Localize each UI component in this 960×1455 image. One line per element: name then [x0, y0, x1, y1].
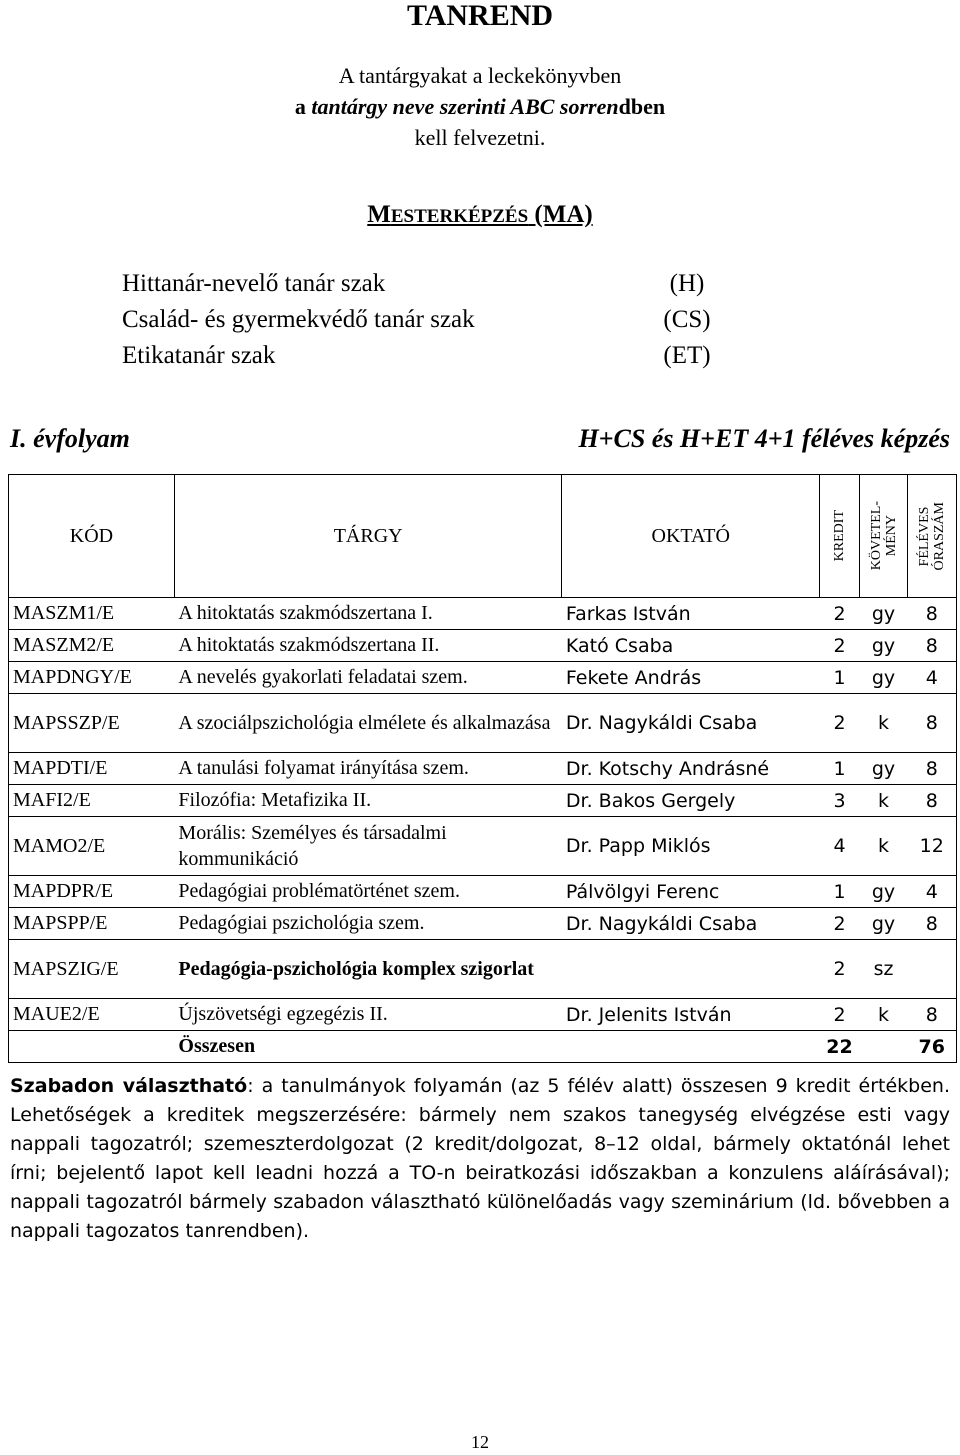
- course-teacher: Kató Csaba: [562, 630, 820, 662]
- total-empty-req: [860, 1031, 908, 1063]
- intro-line-2-a: a: [294, 94, 312, 119]
- program-code: (CS): [663, 306, 711, 333]
- table-total-row: [9, 1031, 957, 1063]
- program-name: Hittanár-nevelő tanár szak: [122, 270, 386, 297]
- table-row: [9, 785, 957, 817]
- course-teacher: Dr. Papp Miklós: [562, 817, 820, 876]
- course-credit: 2: [820, 999, 860, 1031]
- header-req-cell: [860, 475, 908, 598]
- course-credit: 2: [820, 940, 860, 999]
- course-credit: 1: [820, 753, 860, 785]
- course-requirement: k: [860, 785, 908, 817]
- course-teacher: Dr. Nagykáldi Csaba: [562, 694, 820, 753]
- training-label: H+CS és H+ET 4+1 féléves képzés: [578, 424, 950, 453]
- course-code: MAUE2/E: [9, 999, 175, 1031]
- course-subject: A szociálpszichológia elmélete és alkalmazása: [174, 694, 561, 753]
- course-subject: Filozófia: Metafizika II.: [174, 785, 561, 817]
- course-subject: A nevelés gyakorlati feladatai szem.: [174, 662, 561, 694]
- course-code: MAFI2/E: [9, 785, 175, 817]
- course-requirement: sz: [860, 940, 908, 999]
- program-name: Etikatanár szak: [122, 342, 276, 369]
- course-credit: 1: [820, 876, 860, 908]
- course-credit: 3: [820, 785, 860, 817]
- intro-line-1: A tantárgyakat a leckekönyvben: [338, 63, 622, 88]
- course-code: MAPDNGY/E: [9, 662, 175, 694]
- program-row: [122, 302, 742, 338]
- course-subject: A hitoktatás szakmódszertana I.: [174, 598, 561, 630]
- total-empty-teacher: [562, 1031, 820, 1063]
- section-heading: [0, 201, 960, 229]
- course-hours: [907, 940, 956, 999]
- course-table: [8, 474, 957, 1063]
- header-credit-cell: [820, 475, 860, 598]
- header-requirement: KÖVETEL- MÉNY: [868, 501, 899, 571]
- program-name: Család- és gyermekvédő tanár szak: [122, 306, 475, 333]
- course-credit: 1: [820, 662, 860, 694]
- course-hours: 8: [907, 630, 956, 662]
- course-credit: 4: [820, 817, 860, 876]
- course-requirement: gy: [860, 598, 908, 630]
- total-empty-code: [9, 1031, 175, 1063]
- course-credit: 2: [820, 598, 860, 630]
- table-row: [9, 908, 957, 940]
- table-row: [9, 999, 957, 1031]
- course-teacher: Dr. Bakos Gergely: [562, 785, 820, 817]
- page-title: TANREND: [406, 0, 554, 32]
- course-teacher: Dr. Kotschy Andrásné: [562, 753, 820, 785]
- course-requirement: gy: [860, 908, 908, 940]
- course-requirement: gy: [860, 753, 908, 785]
- course-hours: 8: [907, 908, 956, 940]
- program-code: (ET): [663, 342, 711, 369]
- course-subject: A tanulási folyamat irányítása szem.: [174, 753, 561, 785]
- course-code: MAPDPR/E: [9, 876, 175, 908]
- course-subject: Morális: Személyes és társadalmi kommunikáció: [174, 817, 561, 876]
- course-hours: 8: [907, 753, 956, 785]
- course-teacher: [562, 940, 820, 999]
- table-row: [9, 817, 957, 876]
- total-hours: 76: [907, 1031, 956, 1063]
- header-credit: KREDIT: [832, 510, 848, 562]
- page-number: 12: [471, 1432, 489, 1452]
- program-code: (H): [669, 270, 705, 297]
- course-requirement: k: [860, 694, 908, 753]
- course-hours: 8: [907, 694, 956, 753]
- header-teacher: OKTATÓ: [562, 475, 820, 598]
- course-hours: 8: [907, 999, 956, 1031]
- section-suffix: (MA): [528, 201, 593, 228]
- header-hours: FÉLÉVES ÓRASZÁM: [916, 501, 947, 571]
- program-row: [122, 266, 742, 302]
- elective-note: [10, 1072, 950, 1246]
- header-hours-cell: [907, 475, 956, 598]
- course-requirement: k: [860, 817, 908, 876]
- table-row: [9, 876, 957, 908]
- table-header-row: [9, 475, 957, 598]
- table-row: [9, 630, 957, 662]
- course-requirement: gy: [860, 876, 908, 908]
- note-lead: Szabadon választható: [10, 1075, 248, 1097]
- course-code: MAPSSZP/E: [9, 694, 175, 753]
- table-row: [9, 662, 957, 694]
- course-teacher: Dr. Nagykáldi Csaba: [562, 908, 820, 940]
- course-subject: Újszövetségi egzegézis II.: [174, 999, 561, 1031]
- course-code: MAPDTI/E: [9, 753, 175, 785]
- section-first-letter: M: [367, 201, 391, 228]
- course-subject: Pedagógiai problématörténet szem.: [174, 876, 561, 908]
- course-subject: Pedagógia-pszichológia komplex szigorlat: [174, 940, 561, 999]
- course-teacher: Fekete András: [562, 662, 820, 694]
- course-credit: 2: [820, 630, 860, 662]
- course-hours: 4: [907, 662, 956, 694]
- course-requirement: gy: [860, 662, 908, 694]
- program-row: [122, 338, 742, 374]
- intro-line-2-italic: tantárgy neve szerinti ABC sorren: [311, 94, 619, 119]
- course-teacher: Farkas István: [562, 598, 820, 630]
- header-subject: TÁRGY: [174, 475, 561, 598]
- intro-line-2: [0, 91, 960, 122]
- table-row: [9, 598, 957, 630]
- course-requirement: k: [860, 999, 908, 1031]
- course-subject: Pedagógiai pszichológia szem.: [174, 908, 561, 940]
- table-row: [9, 694, 957, 753]
- intro-text: [0, 60, 960, 153]
- course-requirement: gy: [860, 630, 908, 662]
- intro-line-3: kell felvezetni.: [414, 125, 546, 150]
- header-code: KÓD: [9, 475, 175, 598]
- year-label: I. évfolyam: [10, 424, 130, 453]
- course-code: MAPSZIG/E: [9, 940, 175, 999]
- intro-line-2-b: dben: [618, 94, 666, 119]
- course-teacher: Pálvölgyi Ferenc: [562, 876, 820, 908]
- course-credit: 2: [820, 694, 860, 753]
- course-teacher: Dr. Jelenits István: [562, 999, 820, 1031]
- total-credit: 22: [820, 1031, 860, 1063]
- table-row: [9, 753, 957, 785]
- total-label: Összesen: [174, 1031, 561, 1063]
- note-text: : a tanulmányok folyamán (az 5 félév alatt) összesen 9 kredit értékben. Lehetőségek a kreditek megszerzésére: bármely nem szakos tanegység elvégzése esti vagy nappali tagozatról; szemeszterdolgozat (2 kredit/dolgozat, 8–12 oldal, bármely oktatónál lehet írni; bejelentő lapot kell leadni hozzá a TO-n beiratkozási időszakban a konzulens aláírásával); nappali tagozatról bármely szabadon választható különelőadás vagy szeminárium (ld. bővebben a nappali tagozatos tanrendben).: [10, 1075, 950, 1242]
- table-row: [9, 940, 957, 999]
- course-code: MAPSPP/E: [9, 908, 175, 940]
- program-list: [122, 266, 742, 374]
- course-code: MASZM1/E: [9, 598, 175, 630]
- course-credit: 2: [820, 908, 860, 940]
- course-hours: 8: [907, 598, 956, 630]
- course-code: MAMO2/E: [9, 817, 175, 876]
- course-hours: 12: [907, 817, 956, 876]
- course-code: MASZM2/E: [9, 630, 175, 662]
- course-hours: 4: [907, 876, 956, 908]
- section-small-caps: ESTERKÉPZÉS: [390, 206, 529, 227]
- course-hours: 8: [907, 785, 956, 817]
- course-subject: A hitoktatás szakmódszertana II.: [174, 630, 561, 662]
